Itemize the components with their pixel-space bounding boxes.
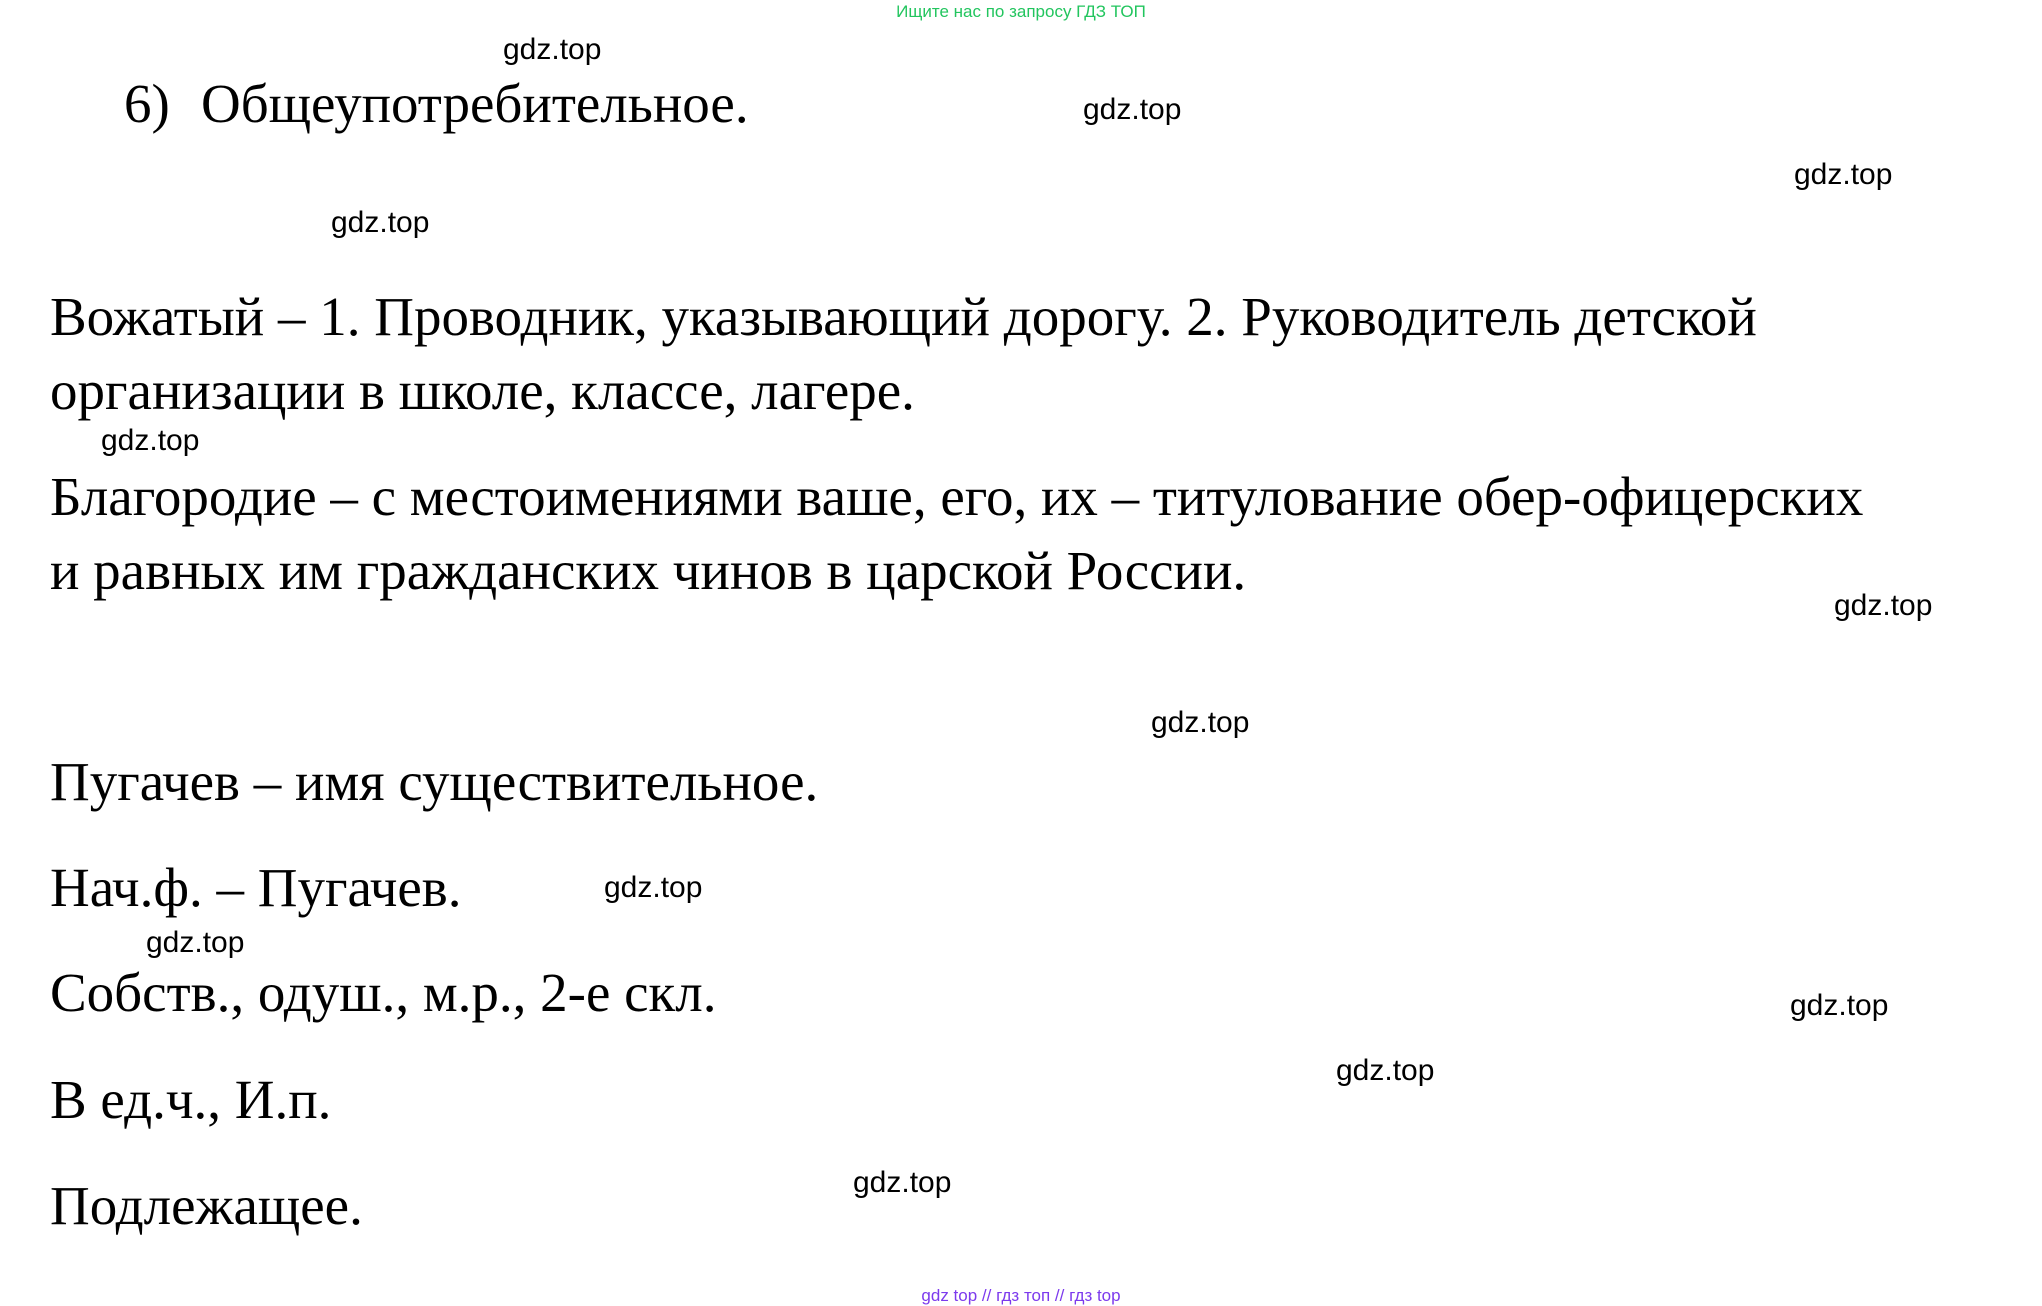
- watermark: gdz.top: [146, 926, 245, 959]
- definition-blagorodie-line-2: и равных им гражданских чинов в царской России.: [50, 540, 1247, 601]
- watermark: gdz.top: [331, 206, 430, 239]
- watermark: gdz.top: [604, 871, 703, 904]
- watermark: gdz.top: [1151, 706, 1250, 739]
- analysis-syntactic-role: Подлежащее.: [50, 1175, 363, 1236]
- watermark: gdz.top: [1083, 93, 1182, 126]
- analysis-features: Собств., одуш., м.р., 2-е скл.: [50, 962, 717, 1023]
- watermark: gdz.top: [1834, 589, 1933, 622]
- item-number: 6): [124, 73, 170, 134]
- definition-vozhatyi-line-1: Вожатый – 1. Проводник, указывающий дорогу. 2. Руководитель детской: [50, 286, 1757, 347]
- watermark: gdz.top: [1794, 158, 1893, 191]
- watermark: gdz.top: [503, 33, 602, 66]
- analysis-part-of-speech: Пугачев – имя существительное.: [50, 751, 819, 812]
- item-text: Общеупотребительное.: [201, 73, 749, 134]
- watermark: gdz.top: [1336, 1054, 1435, 1087]
- watermark: gdz.top: [1790, 989, 1889, 1022]
- analysis-number-case: В ед.ч., И.п.: [50, 1069, 332, 1130]
- footer-note: gdz top // гдз топ // гдз top: [921, 1286, 1121, 1305]
- definition-vozhatyi-line-2: организации в школе, классе, лагере.: [50, 360, 915, 421]
- definition-blagorodie-line-1: Благородие – с местоимениями ваше, его, их – титулование обер-офицерских: [50, 466, 1864, 527]
- watermark: gdz.top: [853, 1166, 952, 1199]
- analysis-initial-form: Нач.ф. – Пугачев.: [50, 857, 462, 918]
- header-search-note: Ищите нас по запросу ГДЗ ТОП: [896, 2, 1146, 21]
- watermark: gdz.top: [101, 424, 200, 457]
